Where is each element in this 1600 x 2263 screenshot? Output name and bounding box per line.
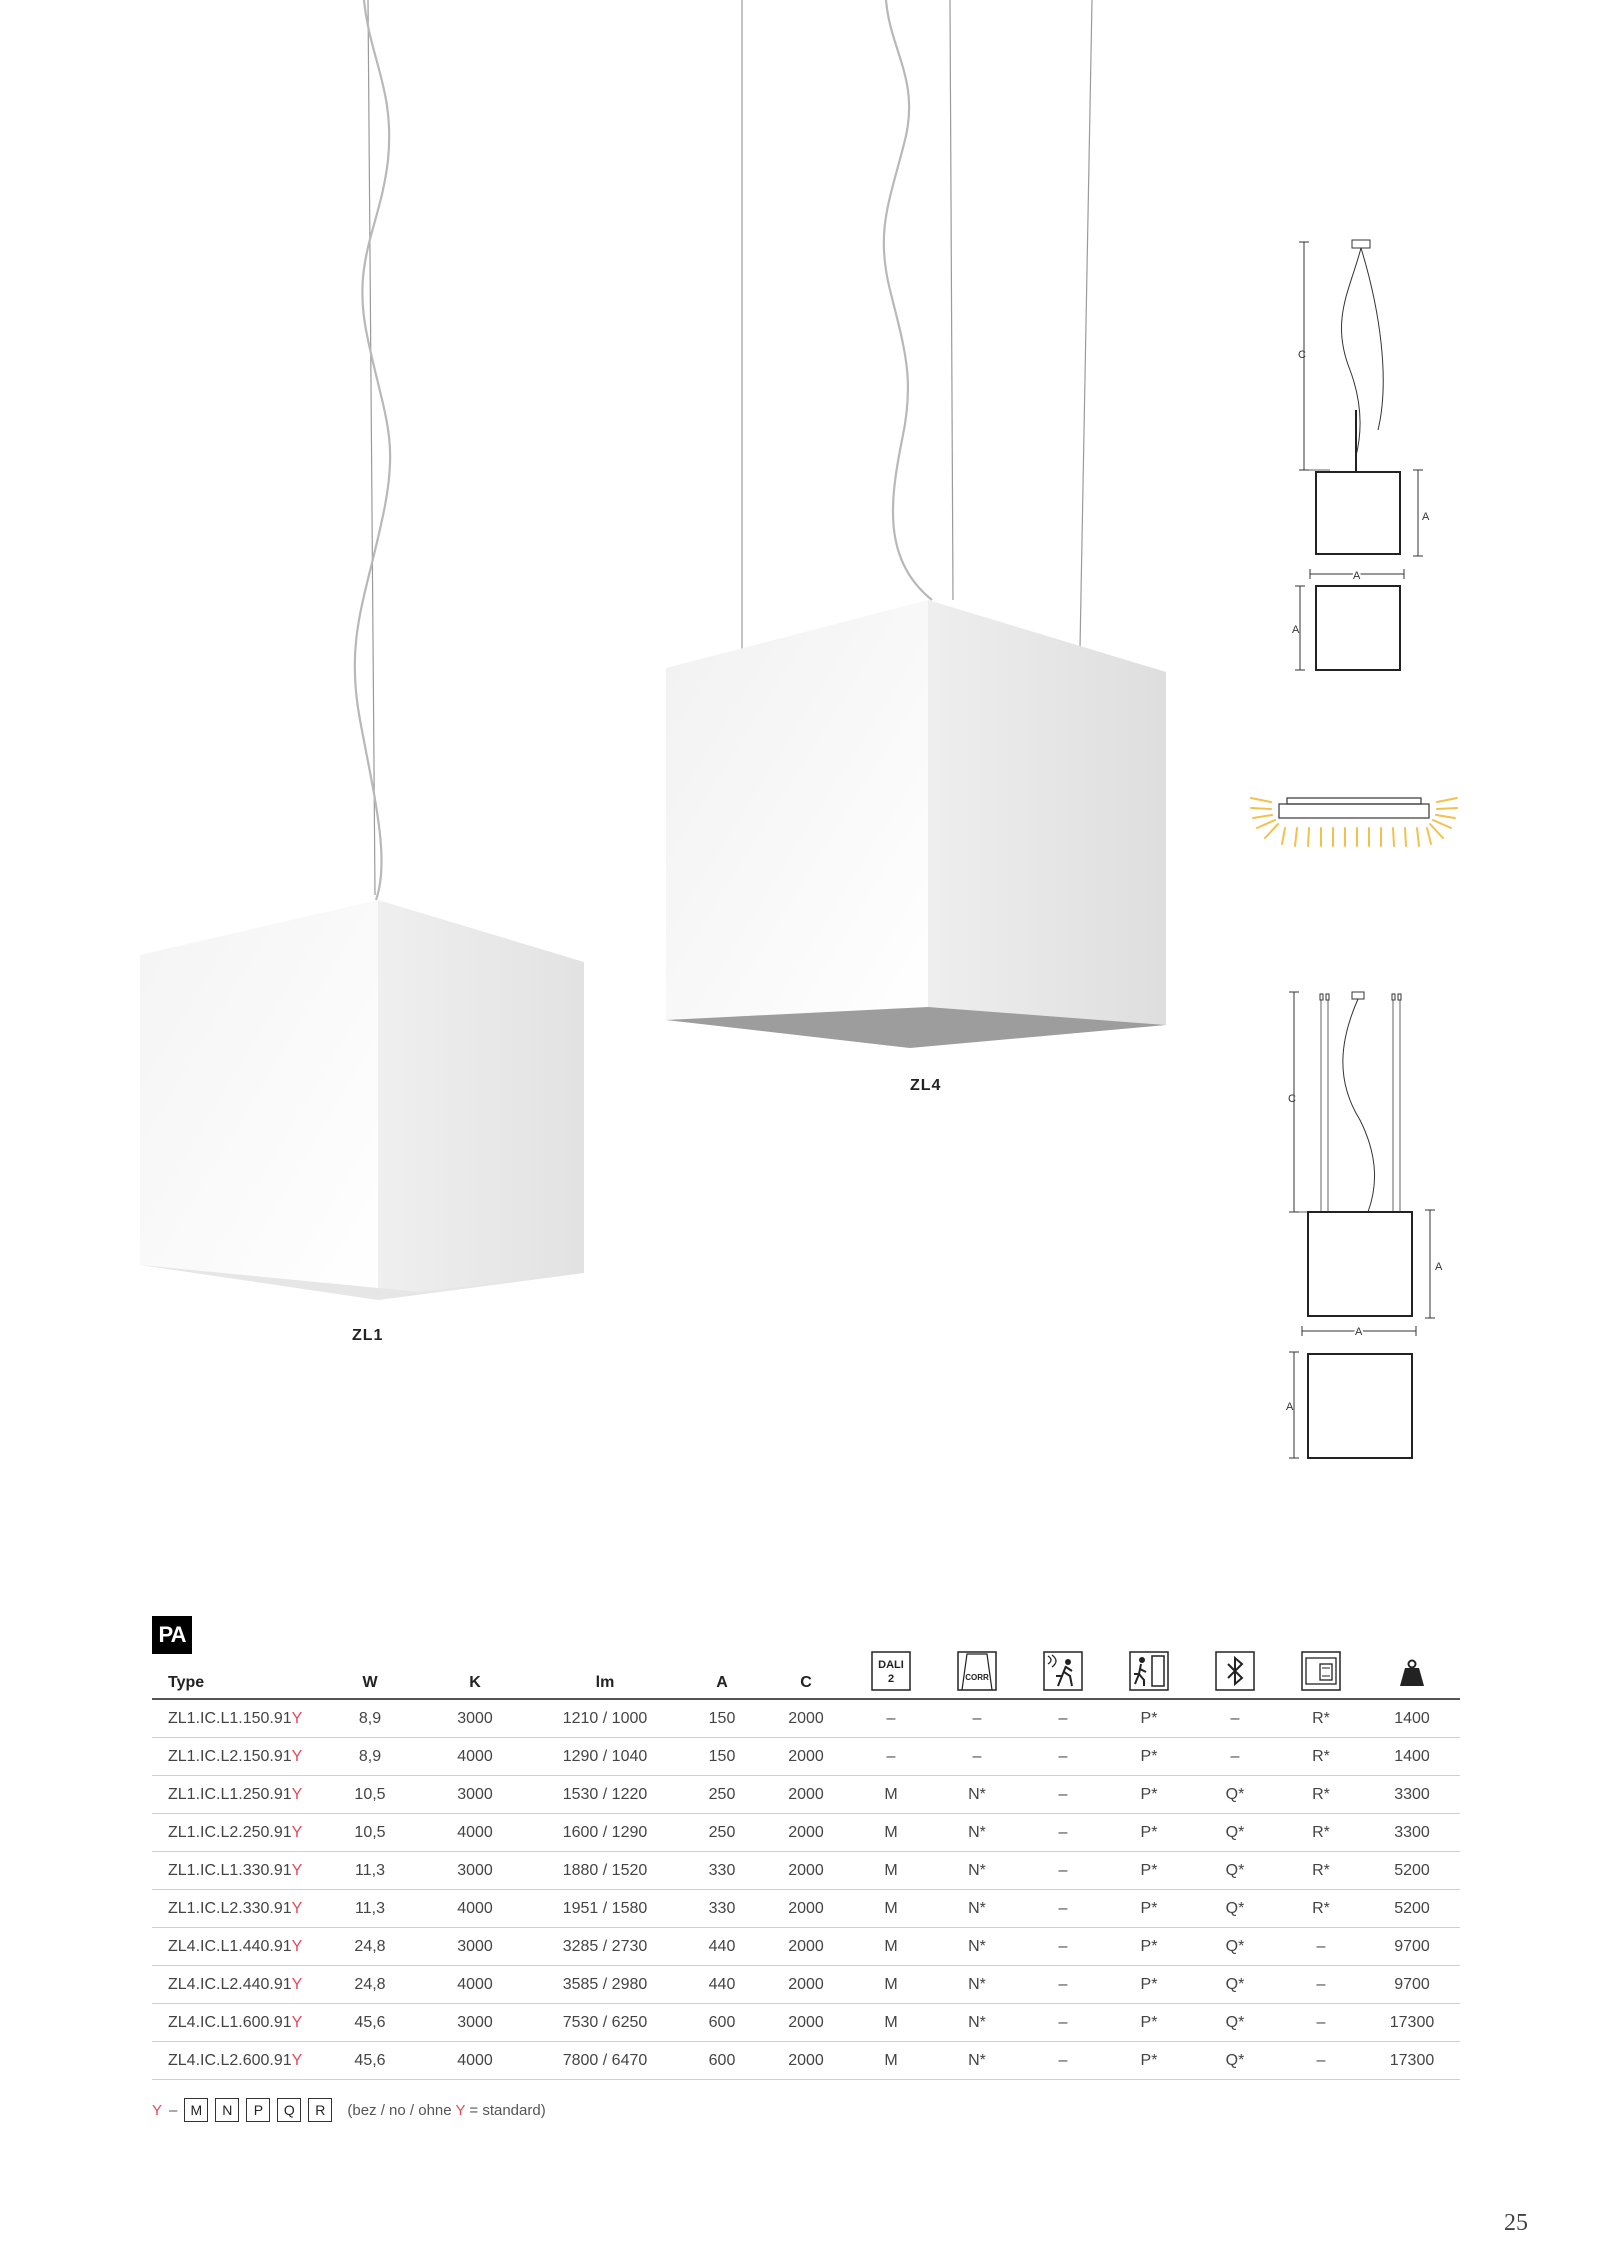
zl4-label: ZL4 [910,1077,942,1094]
cell-lm: 1951 / 1580 [530,1890,680,1928]
legend-option-p: P [246,2098,270,2122]
cell-c: 2000 [764,1852,848,1890]
cell-kg: 1400 [1364,1738,1460,1776]
cell-o: – [1020,1928,1106,1966]
cell-k: 3000 [420,1852,530,1890]
cell-type: ZL4.IC.L1.440.91Y [152,1928,320,1966]
cell-q: Q* [1192,1928,1278,1966]
legend-note: (bez / no / ohne Y = standard) [347,2101,546,2119]
cell-m: M [848,1776,934,1814]
emergency-exit-icon [1128,1650,1170,1692]
weight-icon [1391,1650,1433,1692]
cell-kg: 17300 [1364,2004,1460,2042]
cell-n: N* [934,2004,1020,2042]
legend-y: Y [152,2101,163,2119]
cell-m: – [848,1699,934,1738]
battery-module-icon [1300,1650,1342,1692]
cell-n: – [934,1738,1020,1776]
pa-badge: PA [152,1616,192,1654]
cell-n: N* [934,1814,1020,1852]
cell-p: P* [1106,1852,1192,1890]
cell-kg: 5200 [1364,1852,1460,1890]
bluetooth-icon [1214,1650,1256,1692]
cell-a: 150 [680,1699,764,1738]
cell-r: – [1278,1966,1364,2004]
cell-kg: 9700 [1364,1928,1460,1966]
cell-w: 8,9 [320,1699,420,1738]
cell-r: R* [1278,1890,1364,1928]
svg-text:2: 2 [887,1673,895,1685]
cell-lm: 7800 / 6470 [530,2042,680,2080]
cell-c: 2000 [764,2042,848,2080]
cell-kg: 3300 [1364,1776,1460,1814]
cell-kg: 5200 [1364,1890,1460,1928]
cell-m: – [848,1738,934,1776]
legend-option-q: Q [277,2098,301,2122]
col-sensor [1020,1640,1106,1699]
table-row [152,2004,1460,2042]
cell-p: P* [1106,1776,1192,1814]
table-row [152,1928,1460,1966]
cell-q: – [1192,1699,1278,1738]
cell-a: 330 [680,1890,764,1928]
col-dali [848,1640,934,1699]
cell-n: – [934,1699,1020,1738]
light-distribution-icon [1245,780,1465,860]
cell-o: – [1020,2042,1106,2080]
cell-c: 2000 [764,1966,848,2004]
cell-k: 3000 [420,1776,530,1814]
corridor-icon [956,1650,998,1692]
cell-type: ZL4.IC.L2.440.91Y [152,1966,320,2004]
dim-c-label: C [1298,349,1306,361]
col-lm: lm [530,1640,680,1699]
cell-k: 3000 [420,1699,530,1738]
col-w: W [320,1640,420,1699]
cell-n: N* [934,1966,1020,2004]
cell-kg: 3300 [1364,1814,1460,1852]
dim2-a-left-label: A [1286,1401,1294,1413]
cell-w: 45,6 [320,2004,420,2042]
cell-o: – [1020,1814,1106,1852]
cell-w: 45,6 [320,2042,420,2080]
zl4-dimension-drawing [1280,980,1450,1470]
col-weight [1364,1640,1460,1699]
cell-w: 11,3 [320,1890,420,1928]
cell-w: 8,9 [320,1738,420,1776]
cell-n: N* [934,1890,1020,1928]
col-type: Type [152,1640,320,1699]
cell-n: N* [934,1928,1020,1966]
cell-m: M [848,2042,934,2080]
cell-type: ZL1.IC.L2.250.91Y [152,1814,320,1852]
table-row [152,1699,1460,1738]
cell-o: – [1020,1890,1106,1928]
cell-c: 2000 [764,1699,848,1738]
cell-r: R* [1278,1699,1364,1738]
cell-m: M [848,2004,934,2042]
table-header-row [152,1640,1460,1699]
zl1-dimension-drawing [1290,230,1440,680]
cell-m: M [848,1928,934,1966]
cell-r: – [1278,2042,1364,2080]
cell-q: Q* [1192,1814,1278,1852]
cell-lm: 1880 / 1520 [530,1852,680,1890]
cell-k: 4000 [420,1738,530,1776]
cell-kg: 17300 [1364,2042,1460,2080]
cell-q: Q* [1192,1852,1278,1890]
col-bluetooth [1192,1640,1278,1699]
cell-q: – [1192,1738,1278,1776]
cell-type: ZL1.IC.L1.150.91Y [152,1699,320,1738]
cell-type: ZL4.IC.L1.600.91Y [152,2004,320,2042]
cell-q: Q* [1192,2004,1278,2042]
cell-lm: 1530 / 1220 [530,1776,680,1814]
dim-a-right-label: A [1422,511,1430,523]
cell-o: – [1020,1966,1106,2004]
cell-c: 2000 [764,1928,848,1966]
zl1-pendant-photo [120,0,620,1320]
col-corr [934,1640,1020,1699]
cell-m: M [848,1814,934,1852]
cell-kg: 9700 [1364,1966,1460,2004]
cell-type: ZL4.IC.L2.600.91Y [152,2042,320,2080]
dim2-a-right-label: A [1435,1261,1443,1273]
svg-text:CORR: CORR [965,1673,989,1682]
cell-p: P* [1106,2004,1192,2042]
cell-o: – [1020,1738,1106,1776]
cell-a: 600 [680,2042,764,2080]
table-row [152,2042,1460,2080]
cell-kg: 1400 [1364,1699,1460,1738]
cell-p: P* [1106,1890,1192,1928]
cell-q: Q* [1192,1776,1278,1814]
cell-r: R* [1278,1814,1364,1852]
cell-c: 2000 [764,2004,848,2042]
legend-dash: – [169,2101,178,2119]
cell-w: 24,8 [320,1928,420,1966]
legend-option-r: R [308,2098,332,2122]
cell-type: ZL1.IC.L1.250.91Y [152,1776,320,1814]
cell-lm: 3285 / 2730 [530,1928,680,1966]
cell-q: Q* [1192,1966,1278,2004]
cell-w: 11,3 [320,1852,420,1890]
cell-type: ZL1.IC.L2.330.91Y [152,1890,320,1928]
cell-c: 2000 [764,1890,848,1928]
cell-o: – [1020,1776,1106,1814]
cell-p: P* [1106,1966,1192,2004]
cell-q: Q* [1192,1890,1278,1928]
table-row [152,1890,1460,1928]
dim2-c-label: C [1288,1093,1296,1105]
dim2-a-width-label: A [1355,1326,1363,1338]
cell-w: 10,5 [320,1814,420,1852]
table-row [152,1852,1460,1890]
cell-q: Q* [1192,2042,1278,2080]
cell-w: 24,8 [320,1966,420,2004]
dim-a-width-label: A [1353,570,1361,582]
cell-o: – [1020,1699,1106,1738]
col-k: K [420,1640,530,1699]
cell-k: 4000 [420,2042,530,2080]
cell-a: 330 [680,1852,764,1890]
cell-r: – [1278,2004,1364,2042]
cell-n: N* [934,1776,1020,1814]
dim-a-left-label: A [1292,624,1300,636]
cell-c: 2000 [764,1738,848,1776]
cell-a: 250 [680,1776,764,1814]
cell-a: 440 [680,1966,764,2004]
zl1-label: ZL1 [352,1327,384,1344]
table-row [152,1966,1460,2004]
cell-p: P* [1106,1814,1192,1852]
cell-m: M [848,1852,934,1890]
cell-c: 2000 [764,1814,848,1852]
cell-lm: 1600 / 1290 [530,1814,680,1852]
col-module [1278,1640,1364,1699]
cell-o: – [1020,2004,1106,2042]
cell-p: P* [1106,1928,1192,1966]
cell-a: 250 [680,1814,764,1852]
cell-m: M [848,1890,934,1928]
cell-type: ZL1.IC.L2.150.91Y [152,1738,320,1776]
cell-r: R* [1278,1738,1364,1776]
legend-option-n: N [215,2098,239,2122]
zl4-pendant-photo [650,0,1190,1060]
cell-m: M [848,1966,934,2004]
cell-n: N* [934,1852,1020,1890]
table-row [152,1738,1460,1776]
cell-p: P* [1106,2042,1192,2080]
table-row [152,1814,1460,1852]
cell-a: 150 [680,1738,764,1776]
cell-p: P* [1106,1699,1192,1738]
cell-k: 4000 [420,1814,530,1852]
motion-sensor-icon [1042,1650,1084,1692]
spec-table [152,1640,1460,2080]
cell-o: – [1020,1852,1106,1890]
dali-2-icon [870,1650,912,1692]
col-a: A [680,1640,764,1699]
cell-lm: 1290 / 1040 [530,1738,680,1776]
cell-k: 3000 [420,2004,530,2042]
options-legend [152,2097,546,2123]
col-emergency [1106,1640,1192,1699]
cell-p: P* [1106,1738,1192,1776]
cell-r: – [1278,1928,1364,1966]
cell-lm: 3585 / 2980 [530,1966,680,2004]
cell-c: 2000 [764,1776,848,1814]
svg-text:DALI: DALI [878,1659,904,1671]
cell-w: 10,5 [320,1776,420,1814]
cell-r: R* [1278,1776,1364,1814]
cell-lm: 1210 / 1000 [530,1699,680,1738]
cell-k: 4000 [420,1890,530,1928]
col-c: C [764,1640,848,1699]
cell-r: R* [1278,1852,1364,1890]
cell-lm: 7530 / 6250 [530,2004,680,2042]
page-number: 25 [1504,2210,1528,2236]
cell-type: ZL1.IC.L1.330.91Y [152,1852,320,1890]
legend-option-m: M [184,2098,208,2122]
table-row [152,1776,1460,1814]
cell-k: 3000 [420,1928,530,1966]
cell-n: N* [934,2042,1020,2080]
cell-a: 600 [680,2004,764,2042]
cell-k: 4000 [420,1966,530,2004]
cell-a: 440 [680,1928,764,1966]
